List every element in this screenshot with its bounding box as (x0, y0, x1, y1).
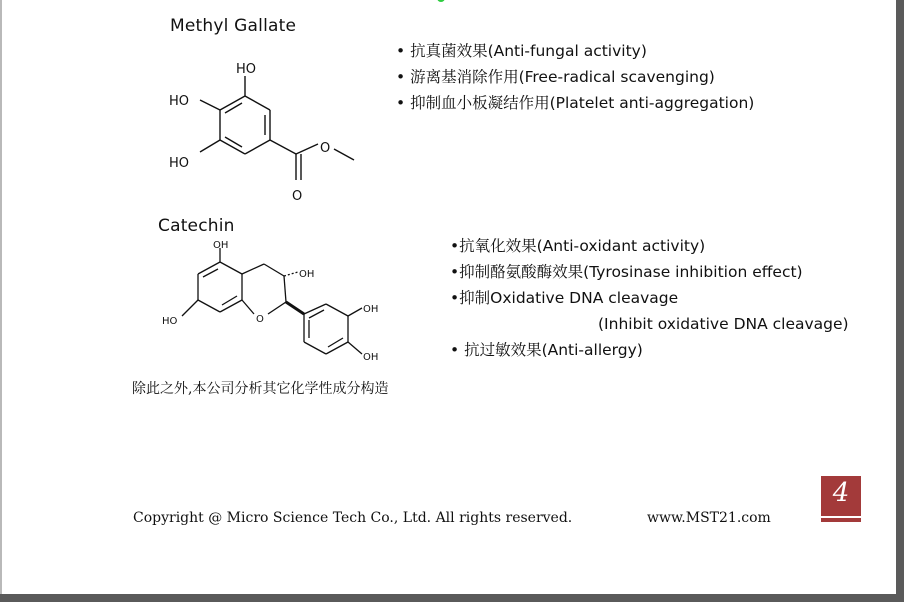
website-link[interactable]: www.MST21.com (647, 510, 771, 526)
oh-label-b1: OH (363, 304, 379, 315)
frame-right (896, 0, 904, 602)
copyright-text: Copyright @ Micro Science Tech Co., Ltd. All rights reserved. (133, 510, 573, 526)
oh-label-ring: OH (299, 269, 315, 280)
frame-bottom (0, 594, 904, 602)
ho-label-mid: HO (169, 94, 190, 109)
additional-analysis-note: 除此之外,本公司分析其它化学性成分构造 (132, 381, 389, 397)
oh-label-top: OH (213, 240, 229, 251)
catechin-activities (450, 233, 849, 363)
frame-left (0, 0, 2, 602)
methyl-gallate-title: Methyl Gallate (170, 16, 297, 36)
activity-item: • 抗真菌效果(Anti-fungal activity) (396, 42, 647, 60)
activity-item: • 抗过敏效果(Anti-allergy) (450, 341, 643, 359)
ho-label-top: HO (236, 62, 257, 77)
activity-item-continuation: (Inhibit oxidative DNA cleavage) (598, 315, 849, 333)
catechin-structure (158, 240, 388, 370)
ho-label-left: HO (162, 316, 178, 327)
ho-label-bot: HO (169, 156, 190, 171)
o-ester-label: O (320, 141, 331, 156)
page-number: 4 (832, 478, 850, 508)
activity-item: •抑制Oxidative DNA cleavage (450, 289, 679, 307)
page-number-underline (821, 518, 861, 522)
activity-item: • 游离基消除作用(Free-radical scavenging) (396, 68, 715, 86)
activity-item: •抗氧化效果(Anti-oxidant activity) (450, 237, 706, 255)
catechin-title: Catechin (158, 216, 235, 236)
methyl-gallate-structure (160, 54, 370, 204)
o-ring-label: O (256, 314, 264, 325)
o-carbonyl-label: O (292, 189, 303, 204)
oh-label-b2: OH (363, 352, 379, 363)
green-title-fragment (437, 0, 445, 2)
activity-item: •抑制酪氨酸酶效果(Tyrosinase inhibition effect) (450, 263, 803, 281)
methyl-gallate-activities (396, 38, 754, 116)
activity-item: • 抑制血小板凝结作用(Platelet anti-aggregation) (396, 94, 755, 112)
